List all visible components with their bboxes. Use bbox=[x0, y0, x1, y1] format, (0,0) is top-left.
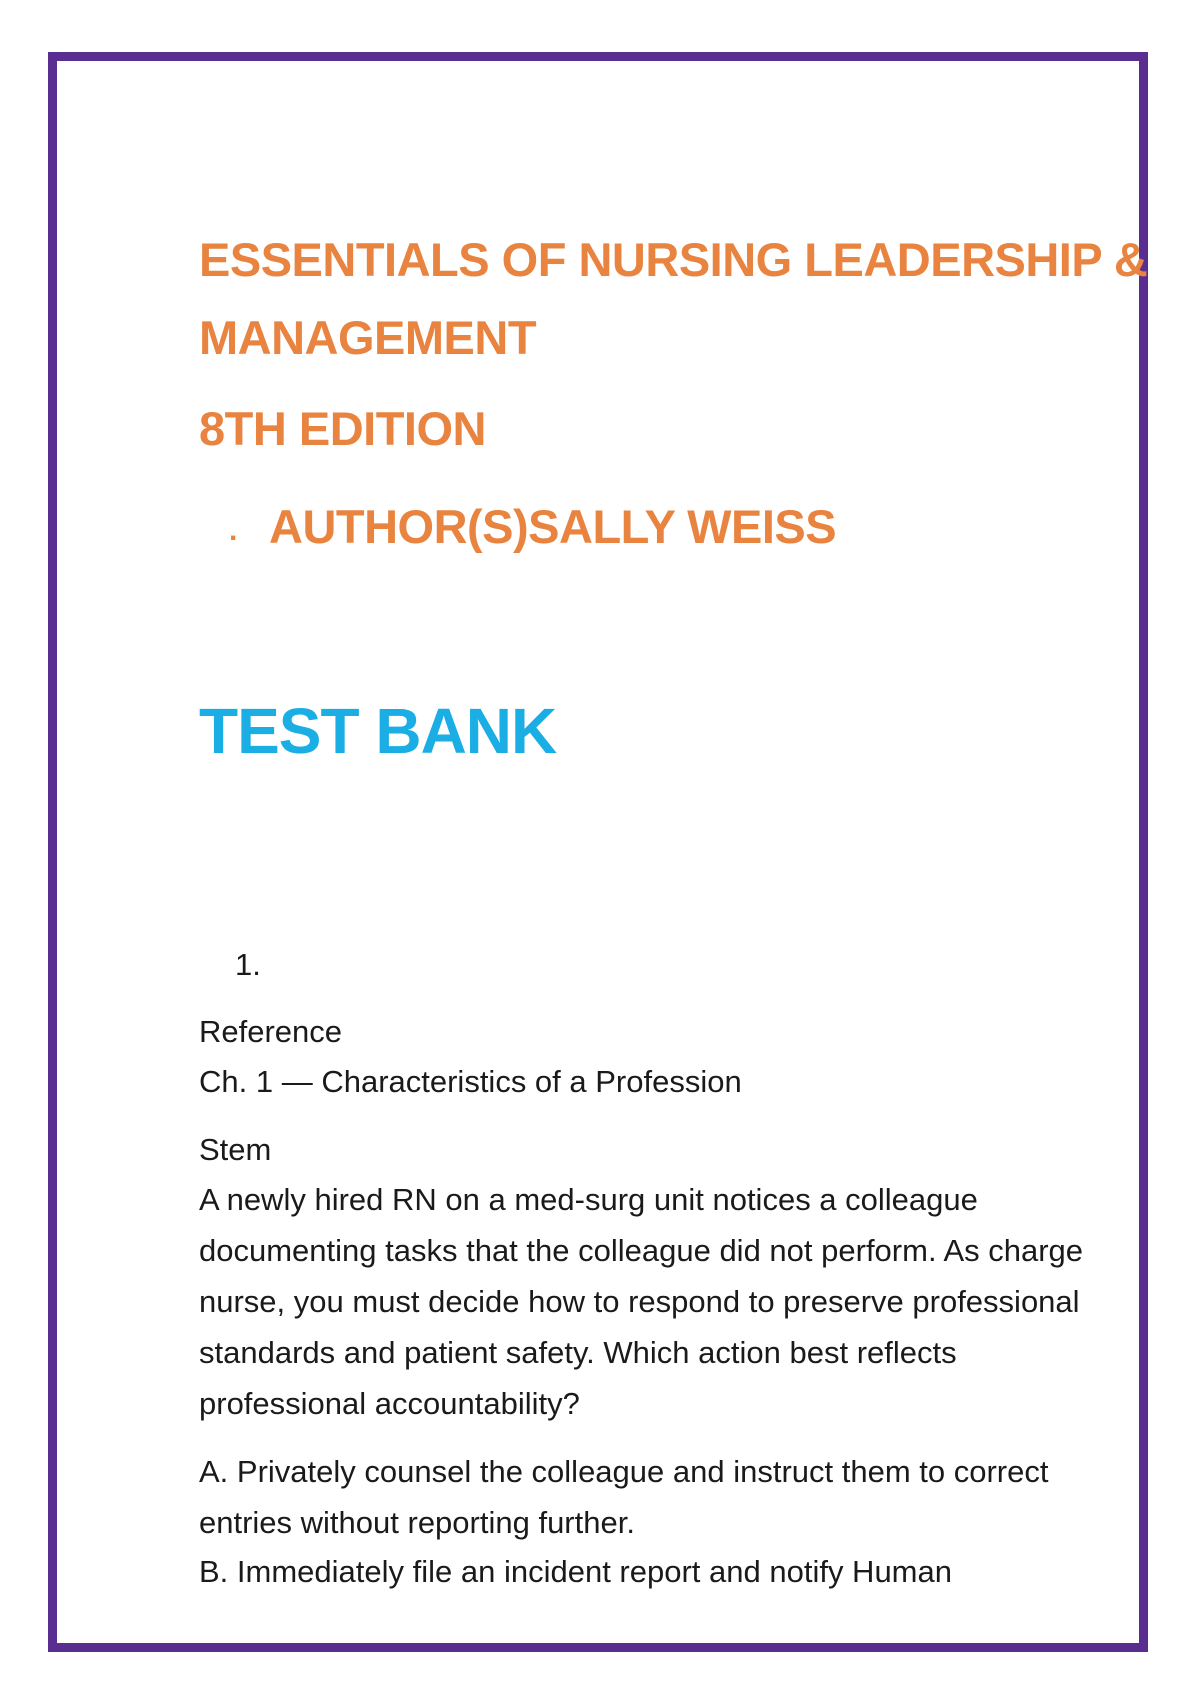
question-number: 1. bbox=[235, 947, 261, 982]
book-edition: 8TH EDITION bbox=[199, 402, 486, 455]
test-bank-heading: TEST BANK bbox=[199, 695, 557, 767]
author-bullet: . bbox=[229, 513, 237, 547]
book-title: ESSENTIALS OF NURSING LEADERSHIP & MANAGEMENT bbox=[199, 233, 1148, 364]
author-name: AUTHOR(S)SALLY WEISS bbox=[269, 500, 837, 553]
answer-option-b: B. Immediately file an incident report and notify Human bbox=[199, 1554, 952, 1589]
reference-value: Ch. 1 — Characteristics of a Profession bbox=[199, 1064, 742, 1099]
stem-label: Stem bbox=[199, 1132, 272, 1167]
stem-text: A newly hired RN on a med-surg unit notices a colleague documenting tasks that the colleague did not perform. As charge nurse, you must decide how to respond to preserve professional standards and patient safety. Which action best reflects professional accountability? bbox=[199, 1182, 1084, 1421]
page-frame bbox=[48, 52, 1148, 1652]
author-line bbox=[229, 497, 836, 561]
answer-option-a: A. Privately counsel the colleague and instruct them to correct entries without reporting further. bbox=[199, 1454, 1049, 1540]
reference-label: Reference bbox=[199, 1014, 343, 1049]
